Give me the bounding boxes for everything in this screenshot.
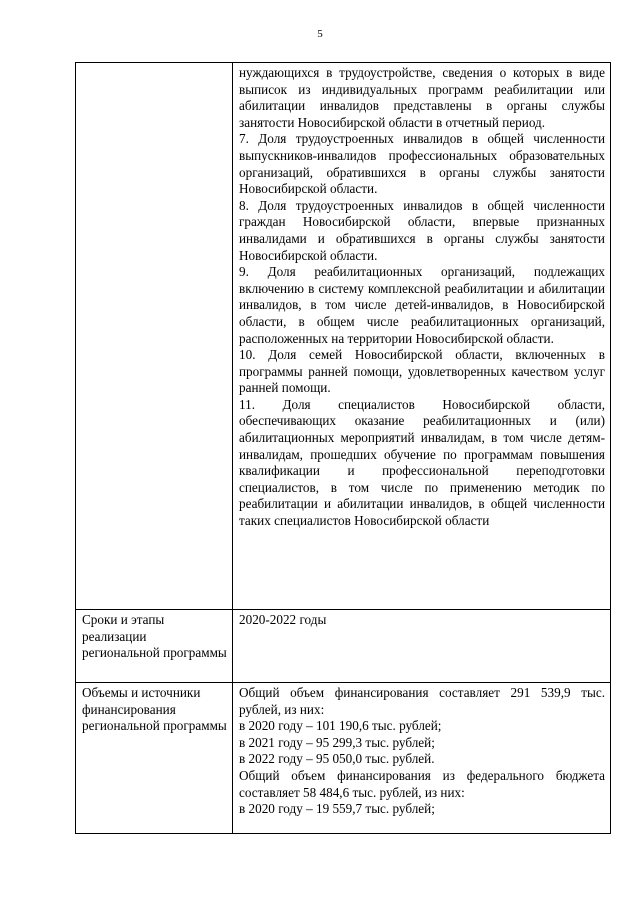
row-label — [76, 63, 233, 610]
row-value — [233, 610, 611, 683]
paragraph: 11. Доля специалистов Новосибирской области, обеспечивающих оказание реабилитационных и (или) абилитационных мероприятий инвалидам, в том числе детям-инвалидам, прошедших обучение по программам повышения квалификации и профессиональной переподготовки специалистов, в том числе по применению методик по реабилитации и абилитации инвалидов, в общей численности таких специалистов Новосибирской области — [239, 396, 605, 529]
row-label: Объемы и источники финансирования региональной программы — [76, 683, 233, 834]
paragraph: 9. Доля реабилитационных организаций, подлежащих включению в систему комплексной реабилитации и абилитации инвалидов, в том числе детей-инвалидов, в Новосибирской области, в общем числе реабилитационных организаций, расположенных на территории Новосибирской области. — [239, 264, 605, 346]
table-row — [76, 63, 611, 610]
paragraph: 7. Доля трудоустроенных инвалидов в общей численности выпускников-инвалидов профессиональных образовательных организаций, обратившихся в органы службы занятости Новосибирской области. — [239, 131, 605, 197]
paragraph: в 2021 году – 95 299,3 тыс. рублей; — [239, 734, 435, 750]
paragraph: нуждающихся в трудоустройстве, сведения о которых в виде выписок из индивидуальных программ реабилитации или абилитации инвалидов представлены в органы службы занятости Новосибирской области в отчетный период. — [239, 65, 605, 130]
paragraph: Общий объем финансирования из федерального бюджета составляет 58 484,6 тыс. рублей, из них: — [239, 767, 605, 800]
program-passport-table — [75, 62, 611, 834]
paragraph: в 2020 году – 101 190,6 тыс. рублей; — [239, 718, 442, 734]
paragraph: 2020-2022 годы — [239, 612, 327, 627]
paragraph: Общий объем финансирования составляет 291 539,9 тыс. рублей, из них: — [239, 685, 605, 717]
table-row — [76, 683, 611, 834]
row-label: Сроки и этапы реализации региональной программы — [76, 610, 233, 683]
paragraph: 8. Доля трудоустроенных инвалидов в общей численности граждан Новосибирской области, впервые признанных инвалидами и обратившихся в органы службы занятости Новосибирской области. — [239, 197, 605, 263]
page-number: 5 — [317, 28, 323, 40]
paragraph: 10. Доля семей Новосибирской области, включенных в программы ранней помощи, удовлетворенных качеством услуг ранней помощи. — [239, 347, 605, 396]
row-value — [233, 63, 611, 610]
paragraph: в 2022 году – 95 050,0 тыс. рублей. — [239, 751, 435, 767]
paragraph: в 2020 году – 19 559,7 тыс. рублей; — [239, 801, 435, 817]
row-value — [233, 683, 611, 834]
table-row — [76, 610, 611, 683]
